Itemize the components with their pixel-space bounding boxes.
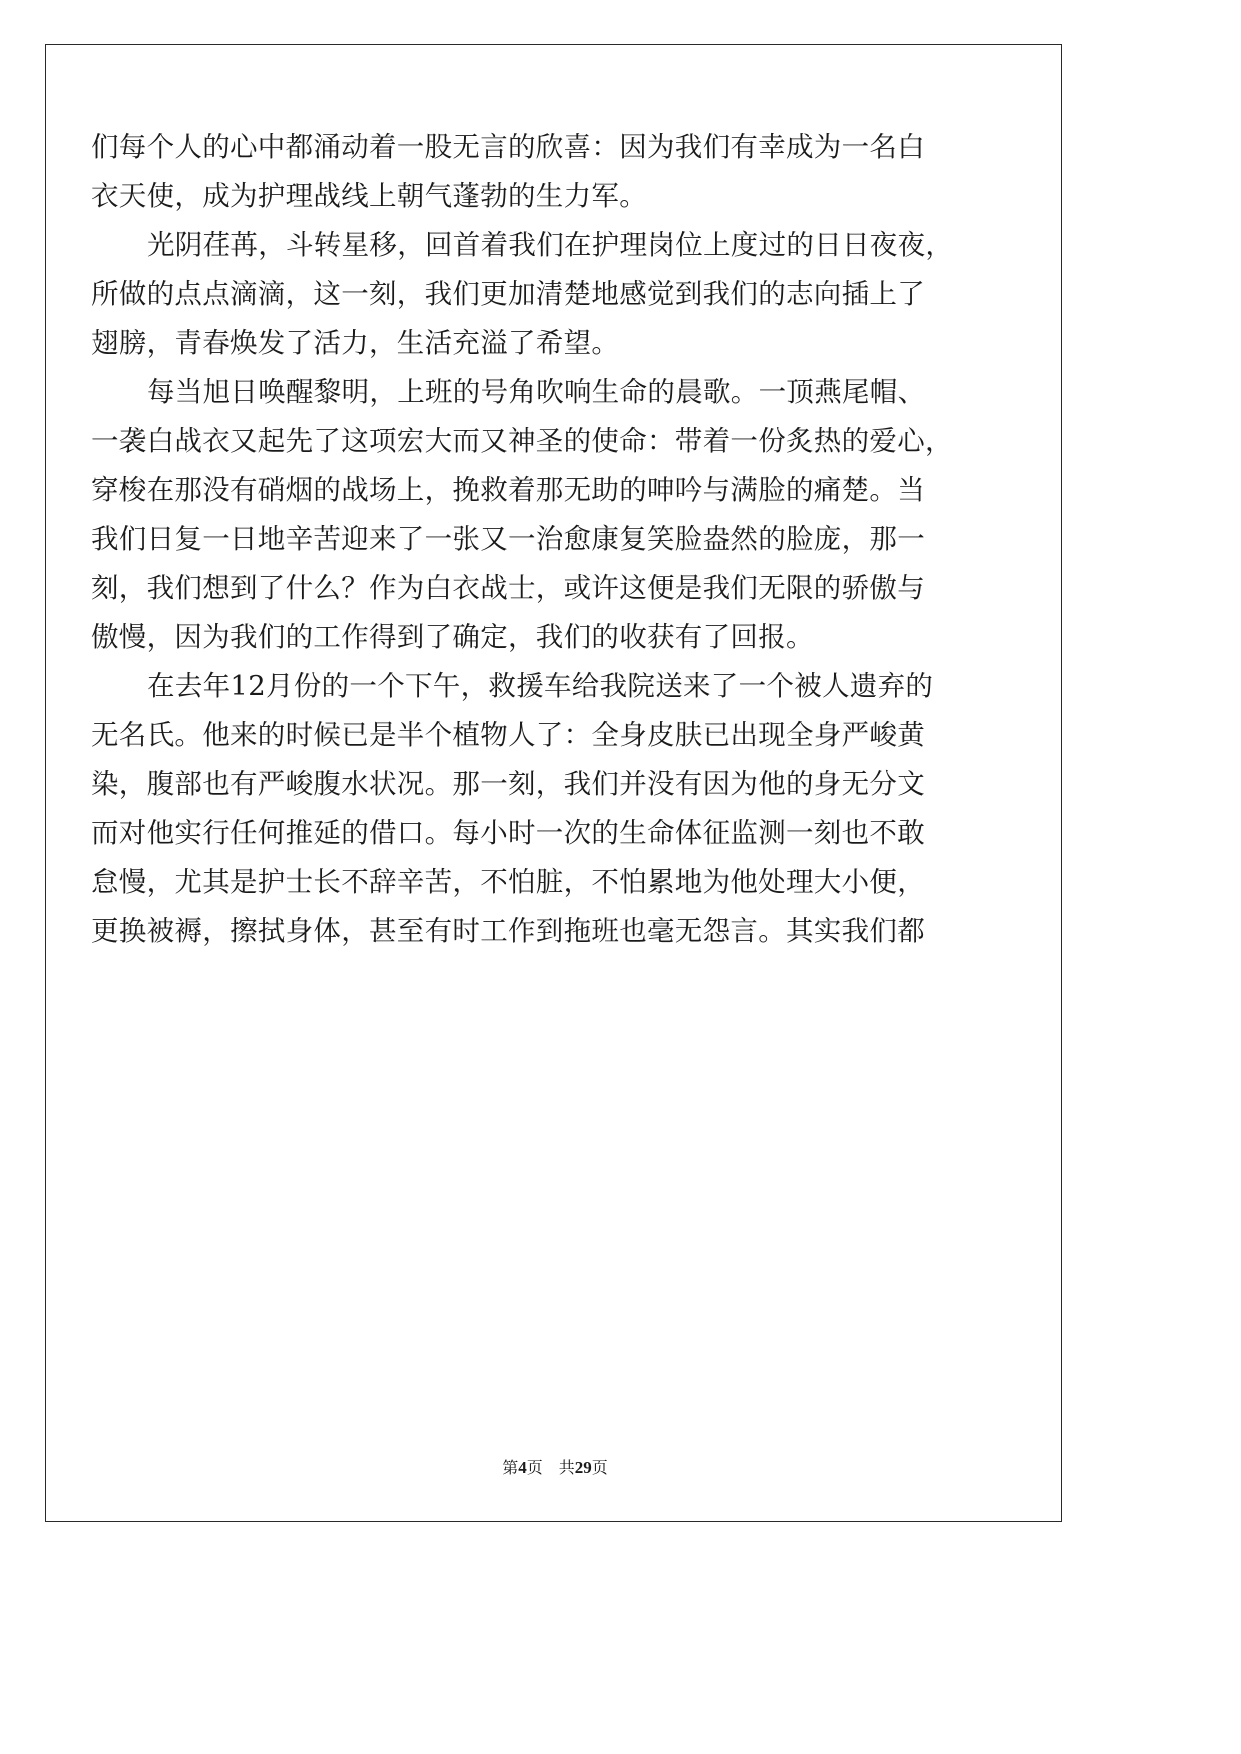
paragraph-first-line: 在去年12月份的一个下午，救援车给我院送来了一个被人遗弃的: [147, 670, 934, 702]
text-line: 所做的点点滴滴，这一刻，我们更加清楚地感觉到我们的志向插上了: [91, 278, 925, 310]
text-line: 染，腹部也有严峻腹水状况。那一刻，我们并没有因为他的身无分文: [91, 768, 925, 800]
text-line: 无名氏。他来的时候已是半个植物人了：全身皮肤已出现全身严峻黄: [91, 719, 925, 751]
text-line: 一袭白战衣又起先了这项宏大而又神圣的使命：带着一份炙热的爱心，: [91, 425, 953, 457]
text-line: 更换被褥，擦拭身体，甚至有时工作到拖班也毫无怨言。其实我们都: [91, 915, 925, 947]
page-suffix: 页: [526, 1458, 543, 1477]
paragraph-first-line: 每当旭日唤醒黎明，上班的号角吹响生命的晨歌。一顶燕尾帽、: [147, 376, 926, 408]
text-line: 怠慢，尤其是护士长不辞辛苦，不怕脏，不怕累地为他处理大小便，: [91, 866, 925, 898]
text-line: 傲慢，因为我们的工作得到了确定，我们的收获有了回报。: [91, 621, 814, 653]
text-line: 我们日复一日地辛苦迎来了一张又一治愈康复笑脸盎然的脸庞，那一: [91, 523, 925, 555]
page-prefix: 第: [502, 1458, 519, 1477]
total-pages: 29: [574, 1458, 592, 1477]
text-line: 穿梭在那没有硝烟的战场上，挽救着那无助的呻吟与满脸的痛楚。当: [91, 474, 925, 506]
paragraph-first-line: 光阴荏苒，斗转星移，回首着我们在护理岗位上度过的日日夜夜，: [147, 229, 954, 261]
total-suffix: 页: [591, 1458, 608, 1477]
text-line: 刻，我们想到了什么？作为白衣战士，或许这便是我们无限的骄傲与: [91, 572, 925, 604]
text-line: 翅膀，青春焕发了活力，生活充溢了希望。: [91, 327, 620, 359]
text-line: 们每个人的心中都涌动着一股无言的欣喜：因为我们有幸成为一名白: [91, 131, 925, 163]
text-line: 衣天使，成为护理战线上朝气蓬勃的生力军。: [91, 180, 647, 212]
total-prefix: 共: [558, 1458, 575, 1477]
text-line: 而对他实行任何推延的借口。每小时一次的生命体征监测一刻也不敢: [91, 817, 925, 849]
document-body: [91, 123, 971, 956]
page-footer: [0, 1455, 1110, 1478]
page-number: 4: [518, 1458, 527, 1477]
